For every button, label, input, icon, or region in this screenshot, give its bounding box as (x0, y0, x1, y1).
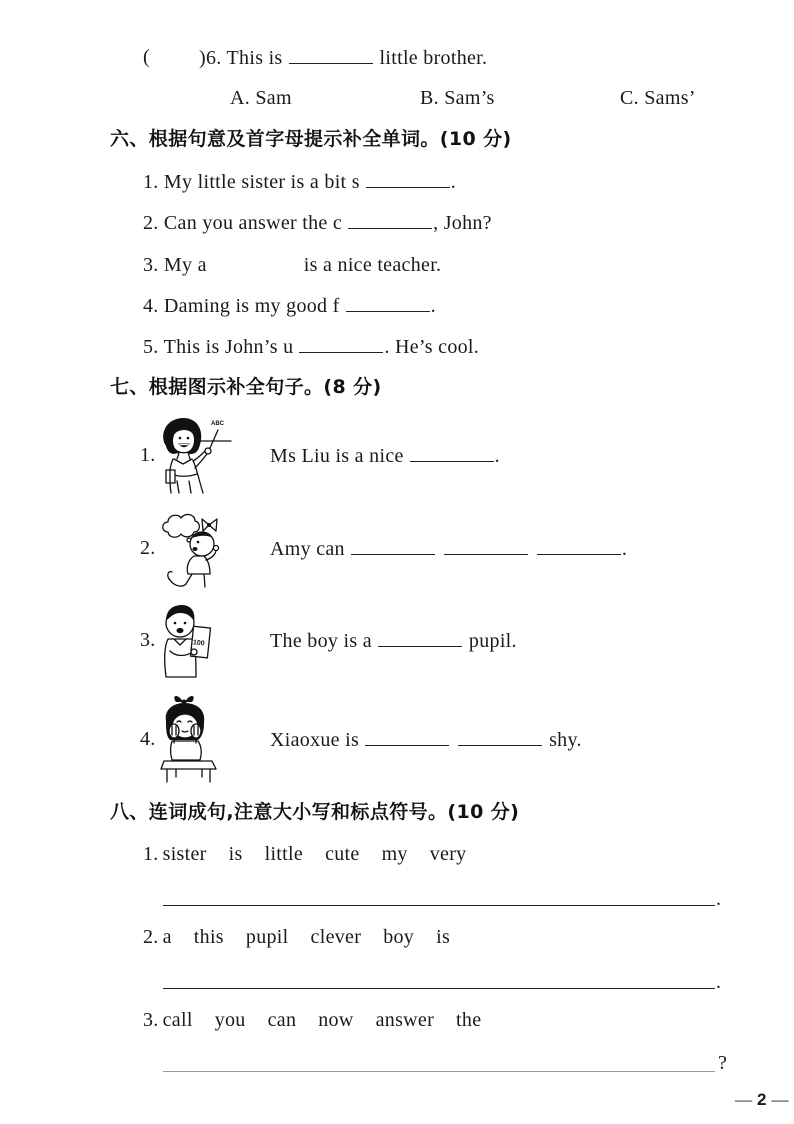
answer-blank (346, 293, 430, 312)
word: is (228, 843, 243, 865)
word: very (429, 843, 467, 865)
section7-item-3-sentence (270, 628, 517, 652)
section6-item-1 (143, 169, 456, 193)
test-paper (190, 626, 210, 658)
desk (161, 761, 216, 782)
scrambled-words (163, 1008, 482, 1032)
teacher-illustration (157, 415, 231, 495)
boy-head (166, 605, 194, 637)
word: can (267, 1009, 297, 1031)
word: this (193, 926, 224, 948)
page-number-footer (735, 1088, 788, 1112)
answer-blank (299, 334, 383, 353)
item-text-before: Xiaoxue is (270, 729, 360, 751)
girl-amy-illustration (158, 510, 224, 590)
item-number: 2. (143, 212, 159, 234)
section8-title: 八、连词成句,注意大小写和标点符号。(10 分) (110, 801, 520, 823)
item-text-after: . (621, 538, 628, 560)
answer-blank (366, 169, 450, 188)
end-punctuation: . (716, 971, 721, 993)
section6-item-5 (143, 334, 479, 358)
section8-item-3 (143, 1008, 481, 1032)
q6-option-a: A. Sam (230, 87, 292, 109)
item-text-before: Amy can (270, 538, 345, 560)
item-text-after: . (450, 171, 457, 193)
item-text-after: . (494, 445, 500, 467)
girl-head (190, 532, 214, 556)
section6-item-4 (143, 293, 436, 317)
word: is (436, 926, 451, 948)
section6-item-3 (143, 252, 441, 276)
end-punctuation: ? (718, 1052, 727, 1074)
item-number: 4. (140, 728, 156, 750)
word: clever (310, 926, 362, 948)
q6-label: )6. (199, 47, 222, 69)
thought-cloud (163, 514, 200, 537)
footer-dash-right: — (771, 1090, 789, 1109)
item-text-before: Can you answer the c (163, 212, 343, 234)
boy-with-test-paper-illustration (156, 601, 216, 681)
answer-blank (410, 443, 494, 462)
answer-blank (213, 252, 297, 271)
q6-answer-paren-open: ( (143, 46, 150, 68)
item-number: 3. (140, 629, 156, 651)
item-number: 2. (140, 537, 156, 559)
answer-blank (537, 536, 621, 555)
item-text-after: is a nice teacher. (303, 254, 442, 276)
word: boy (383, 926, 415, 948)
section7-item-2-sentence (270, 536, 627, 560)
answer-blank (458, 727, 542, 746)
word: pupil (245, 926, 289, 948)
word: the (456, 1009, 482, 1031)
q6-option-c: C. Sams’ (620, 87, 696, 109)
section8-item-1 (143, 842, 467, 866)
item-text-before: Daming is my good f (163, 295, 340, 317)
item-text-after: . (430, 295, 436, 317)
end-punctuation: . (716, 888, 721, 910)
test-paper-score: 100 (192, 639, 205, 648)
q6-text-after: little brother. (379, 47, 488, 69)
answer-blank (351, 536, 435, 555)
answer-line (163, 1071, 715, 1072)
section7-item-1-sentence (270, 443, 500, 467)
item-text-after: pupil. (468, 630, 517, 652)
section8-item-2 (143, 925, 450, 949)
item-text-before: This is John’s u (163, 336, 294, 358)
item-text-before: The boy is a (270, 630, 372, 652)
teacher-face (172, 429, 194, 452)
item-text-after: . He’s cool. (384, 336, 480, 358)
word: little (264, 843, 304, 865)
section6-item-2 (143, 210, 492, 234)
item-number: 1. (143, 171, 159, 193)
word: cute (325, 843, 360, 865)
item-number: 1. (140, 444, 156, 466)
q6-text-before: This is (226, 47, 283, 69)
word: you (214, 1009, 246, 1031)
q6-option-b: B. Sam’s (420, 87, 495, 109)
word: sister (162, 843, 207, 865)
section7-title: 七、根据图示补全句子。(8 分) (110, 376, 382, 398)
item-text-before: My a (163, 254, 207, 276)
footer-dash-left: — (735, 1090, 752, 1109)
item-text-after: , John? (433, 212, 492, 234)
item-number: 3. (143, 254, 159, 276)
word: my (381, 843, 408, 865)
section6-title: 六、根据句意及首字母提示补全单词。(10 分) (110, 128, 512, 150)
section7-item-4-sentence (270, 727, 582, 751)
item-text-after: shy. (549, 729, 582, 751)
item-text-before: My little sister is a bit s (163, 171, 360, 193)
girl-body (171, 738, 202, 760)
answer-line (163, 905, 715, 906)
answer-blank (289, 45, 373, 64)
word: now (318, 1009, 354, 1031)
item-number: 5. (143, 336, 159, 358)
item-number: 2. (143, 926, 159, 948)
pointer-stick (210, 430, 218, 448)
scrambled-words (163, 842, 467, 866)
blackboard-letters: ABC (211, 421, 224, 427)
word: call (162, 1009, 193, 1031)
answer-blank (348, 210, 432, 229)
item-number: 3. (143, 1009, 159, 1031)
answer-blank (444, 536, 528, 555)
page-number: 2 (757, 1090, 767, 1109)
hair-bow (202, 519, 217, 531)
word: answer (375, 1009, 435, 1031)
shy-girl-illustration (158, 691, 220, 785)
answer-line (163, 988, 715, 989)
item-number: 4. (143, 295, 159, 317)
answer-blank (365, 727, 449, 746)
teacher-book (166, 470, 175, 483)
item-text-before: Ms Liu is a nice (270, 445, 404, 467)
q6-row (199, 45, 487, 69)
word: a (162, 926, 172, 948)
answer-blank (378, 628, 462, 647)
scrambled-words (163, 925, 450, 949)
item-number: 1. (143, 843, 159, 865)
